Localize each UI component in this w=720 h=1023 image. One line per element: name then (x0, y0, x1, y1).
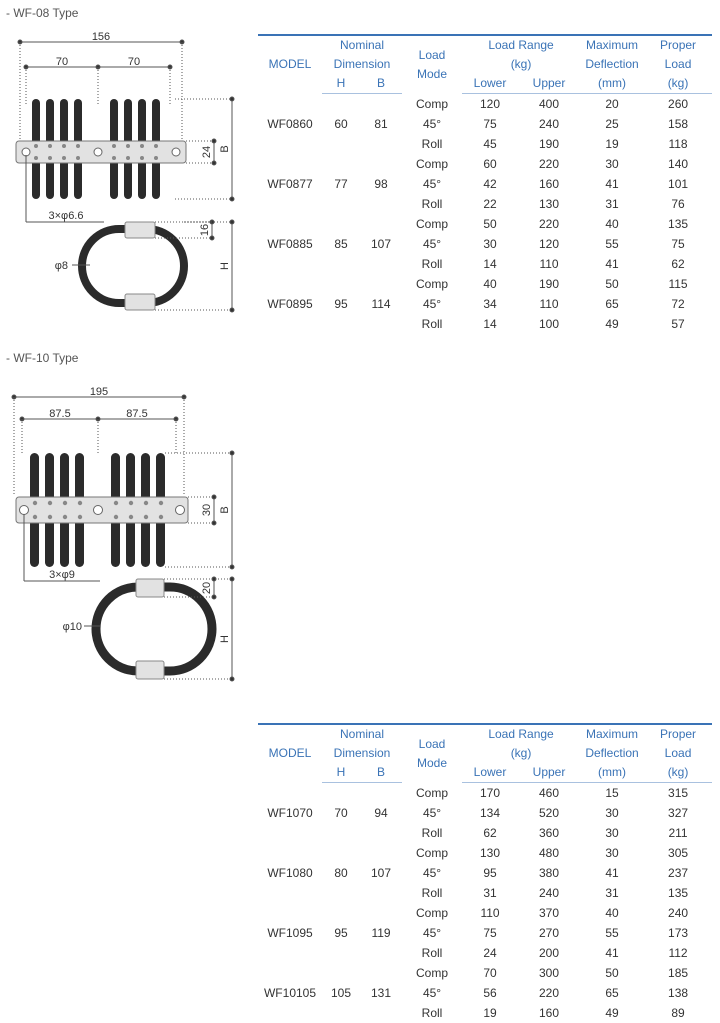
table-cell: 20 (605, 97, 619, 111)
col-proper-unit: (kg) (644, 763, 712, 783)
table-cell: 40 (605, 906, 619, 920)
table-cell: 240 (668, 906, 689, 920)
col-model: MODEL (258, 724, 322, 783)
table-cell: 75 (483, 926, 497, 940)
col-h: H (322, 763, 360, 783)
table-cell: 72 (671, 297, 685, 311)
col-load-mode: Load Mode (402, 724, 462, 783)
col-load-range: Load Range (462, 724, 580, 744)
table-cell: 305 (668, 846, 689, 860)
table-row (258, 274, 712, 294)
col-load-range-unit: (kg) (510, 57, 532, 71)
wire-diameter-label: φ8 (54, 260, 68, 272)
right-pitch-label: 70 (127, 56, 141, 68)
table-cell: 76 (671, 197, 685, 211)
table-cell: 50 (483, 217, 497, 231)
col-max-def-2: Deflection (585, 57, 639, 71)
wf08-drawing (0, 24, 255, 342)
table-cell: 62 (483, 826, 497, 840)
wf08-section (0, 0, 720, 345)
col-max-def-1: Maximum (580, 35, 644, 55)
table-cell: 460 (539, 786, 560, 800)
table-cell: 60 (334, 117, 348, 131)
table-cell: 138 (668, 986, 689, 1000)
wf10-section (0, 345, 720, 1020)
table-cell: 135 (668, 886, 689, 900)
table-cell: Comp (416, 906, 449, 920)
col-max-def-unit: (mm) (580, 74, 644, 94)
table-cell: 115 (668, 277, 688, 291)
table-cell: 94 (374, 806, 388, 820)
table-cell: 140 (668, 157, 689, 171)
table-cell: 75 (671, 237, 685, 251)
table-cell: 81 (374, 117, 388, 131)
table-cell: 45° (422, 177, 442, 191)
table-cell: 42 (483, 177, 497, 191)
table-cell: 31 (605, 197, 619, 211)
bottom-clamp (136, 661, 164, 679)
table-cell: Comp (416, 217, 449, 231)
table-cell: 45° (422, 237, 442, 251)
wf10-technical-drawing (0, 369, 255, 687)
overall-width-label: 156 (91, 31, 111, 43)
table-cell: 95 (334, 297, 348, 311)
table-cell: 45 (483, 137, 497, 151)
table-cell: 30 (605, 846, 619, 860)
table-cell: 190 (539, 277, 560, 291)
table-cell: 315 (668, 786, 689, 800)
table-cell: 170 (480, 786, 501, 800)
table-cell: 25 (605, 117, 619, 131)
col-nominal: Nominal (322, 724, 402, 744)
table-cell: 40 (483, 277, 497, 291)
table-cell: 185 (668, 966, 689, 980)
plate-height-label: 24 (201, 145, 213, 159)
col-max-def-1: Maximum (580, 724, 644, 744)
table-cell: 110 (539, 297, 559, 311)
table-cell: 34 (483, 297, 497, 311)
table-cell: 70 (334, 806, 348, 820)
col-lower: Lower (462, 74, 518, 94)
table-cell: 14 (483, 317, 497, 331)
table-cell: WF0895 (267, 297, 313, 311)
table-cell: 45° (422, 297, 442, 311)
hole-callout: 3×φ9 (49, 569, 75, 581)
table-cell: 130 (539, 197, 560, 211)
col-max-def-unit: (mm) (580, 763, 644, 783)
type-title: - WF-10 Type (6, 351, 79, 365)
table-cell: 30 (483, 237, 497, 251)
table-cell: WF0885 (267, 237, 313, 251)
table-cell: 50 (605, 966, 619, 980)
table-row (258, 214, 712, 234)
table-cell: 380 (539, 866, 560, 880)
table-cell: 50 (605, 277, 619, 291)
col-proper-2: Load (664, 57, 692, 71)
table-cell: 41 (605, 257, 619, 271)
table-cell: 62 (671, 257, 685, 271)
table-cell: 55 (605, 237, 619, 251)
table-cell: 112 (668, 946, 688, 960)
type-title: - WF-08 Type (6, 6, 79, 20)
table-row (258, 903, 712, 923)
table-cell: 30 (605, 826, 619, 840)
table-cell: WF0877 (267, 177, 313, 191)
table-cell: Comp (416, 277, 449, 291)
table-cell: 31 (605, 886, 619, 900)
table-cell: Roll (421, 197, 443, 211)
table-cell: 370 (539, 906, 560, 920)
table-cell: 45° (422, 117, 442, 131)
wf10-drawing (0, 369, 255, 687)
h-dimension-label: H (219, 635, 231, 643)
table-cell: WF0860 (267, 116, 313, 131)
table-cell: 65 (605, 986, 619, 1000)
overall-width-label: 195 (89, 386, 109, 398)
table-cell: Comp (416, 96, 449, 111)
table-cell: 110 (480, 906, 500, 920)
right-pitch-label: 87.5 (126, 408, 148, 420)
col-nominal: Nominal (322, 35, 402, 55)
wf08-spec-table (258, 34, 712, 334)
table-cell: 101 (668, 177, 689, 191)
table-cell: 30 (605, 157, 619, 171)
table-cell: 120 (480, 97, 501, 111)
table-cell: 240 (539, 117, 560, 131)
table-cell: 118 (668, 137, 688, 151)
wf08-technical-drawing (0, 24, 255, 342)
table-cell: Roll (421, 946, 443, 960)
table-row (258, 94, 712, 115)
plate-height-label: 30 (201, 503, 213, 517)
table-cell: 260 (668, 97, 689, 111)
table-cell: 130 (480, 846, 501, 860)
table-cell: WF10105 (263, 986, 317, 1000)
table-cell: Roll (421, 886, 443, 900)
table-cell: 110 (539, 257, 559, 271)
table-cell: 31 (483, 886, 497, 900)
b-dimension-label: B (219, 506, 231, 514)
col-load-mode: Load Mode (402, 35, 462, 94)
table-cell: 14 (483, 257, 497, 271)
table-cell: Roll (421, 826, 443, 840)
table-cell: 75 (483, 117, 497, 131)
table-cell: 19 (605, 137, 619, 151)
bottom-clamp (125, 294, 155, 310)
table-cell: 57 (671, 317, 685, 331)
table-cell: 19 (483, 1006, 497, 1020)
col-proper-1: Proper (644, 35, 712, 55)
table-cell: 60 (483, 157, 497, 171)
table-cell: 49 (605, 1006, 619, 1020)
col-proper-2: Load (664, 746, 692, 760)
col-b: B (360, 74, 402, 94)
top-clamp (136, 579, 164, 597)
table-cell: Roll (421, 1006, 443, 1020)
table-cell: 89 (671, 1006, 685, 1020)
table-cell: Comp (416, 966, 449, 980)
table-cell: 190 (539, 137, 560, 151)
table-cell: 107 (370, 237, 392, 251)
table-cell: 131 (370, 986, 392, 1000)
table-cell: Comp (416, 157, 449, 171)
table-cell: Roll (421, 317, 443, 331)
table-cell: 98 (374, 177, 388, 191)
table-cell: 40 (605, 217, 619, 231)
left-pitch-label: 70 (55, 56, 69, 68)
table-cell: 41 (605, 946, 619, 960)
table-cell: 80 (334, 866, 348, 880)
table-cell: 24 (483, 946, 497, 960)
col-h: H (322, 74, 360, 94)
table-cell: Comp (416, 785, 449, 800)
table-cell: 480 (539, 846, 560, 860)
b-dimension-label: B (219, 145, 231, 153)
table-cell: 400 (539, 97, 560, 111)
table-cell: 95 (334, 926, 348, 940)
col-b: B (360, 763, 402, 783)
col-nominal-2: Dimension (333, 57, 391, 71)
col-proper-unit: (kg) (644, 74, 712, 94)
table-cell: 56 (483, 986, 497, 1000)
table-cell: 41 (605, 866, 619, 880)
table-cell: Roll (421, 257, 443, 271)
table-cell: WF1095 (267, 926, 313, 940)
table-cell: 135 (668, 217, 689, 231)
table-cell: 22 (483, 197, 497, 211)
table-cell: 270 (539, 926, 560, 940)
table-cell: 360 (539, 826, 560, 840)
table-cell: 300 (539, 966, 560, 980)
table-row (258, 154, 712, 174)
col-proper-1: Proper (644, 724, 712, 744)
table-cell: 200 (539, 946, 560, 960)
h-dimension-label: H (219, 262, 231, 270)
table-cell: 77 (334, 177, 348, 191)
col-max-def-2: Deflection (585, 746, 639, 760)
table-cell: WF1080 (267, 866, 313, 880)
table-cell: Comp (416, 846, 449, 860)
table-cell: 41 (605, 177, 619, 191)
table-cell: 114 (371, 297, 391, 311)
table-cell: 45° (422, 806, 442, 820)
table-cell: 85 (334, 237, 348, 251)
table-cell: 55 (605, 926, 619, 940)
table-row (258, 963, 712, 983)
table-cell: 134 (480, 806, 501, 820)
col-lower: Lower (462, 763, 518, 783)
side-view-loop (82, 229, 184, 303)
table-cell: 45° (422, 866, 442, 880)
table-cell: 220 (539, 986, 560, 1000)
col-model: MODEL (258, 35, 322, 94)
hole-callout: 3×φ6.6 (48, 210, 84, 222)
clamp-height-label: 16 (199, 223, 211, 237)
table-cell: 95 (483, 866, 497, 880)
left-pitch-label: 87.5 (49, 408, 71, 420)
table-cell: WF1070 (267, 805, 313, 820)
table-cell: 173 (668, 926, 689, 940)
wire-diameter-label: φ10 (62, 621, 82, 633)
table-cell: 158 (668, 117, 689, 131)
col-load-range: Load Range (462, 35, 580, 55)
table-cell: 520 (539, 806, 560, 820)
col-upper: Upper (518, 763, 580, 783)
table-cell: Roll (421, 137, 443, 151)
table-cell: 220 (539, 157, 560, 171)
table-cell: 65 (605, 297, 619, 311)
table-cell: 327 (668, 806, 689, 820)
table-cell: 45° (422, 986, 442, 1000)
col-upper: Upper (518, 74, 580, 94)
table-cell: 70 (483, 966, 497, 980)
table-cell: 105 (330, 986, 352, 1000)
top-clamp (125, 222, 155, 238)
table-cell: 237 (668, 866, 689, 880)
table-cell: 120 (539, 237, 560, 251)
table-cell: 211 (668, 826, 688, 840)
wf10-spec-table (258, 723, 712, 1023)
table-row (258, 783, 712, 804)
table-cell: 107 (370, 866, 392, 880)
table-cell: 240 (539, 886, 560, 900)
col-nominal-2: Dimension (333, 746, 391, 760)
table-cell: 220 (539, 217, 560, 231)
table-cell: 119 (371, 926, 391, 940)
table-row (258, 843, 712, 863)
table-cell: 45° (422, 926, 442, 940)
table-cell: 15 (605, 786, 619, 800)
col-load-range-unit: (kg) (510, 746, 532, 760)
side-view-loop (96, 587, 212, 671)
clamp-height-label: 20 (201, 581, 213, 595)
table-cell: 49 (605, 317, 619, 331)
table-cell: 160 (539, 177, 560, 191)
table-cell: 100 (539, 317, 560, 331)
table-cell: 160 (539, 1006, 560, 1020)
table-cell: 30 (605, 806, 619, 820)
